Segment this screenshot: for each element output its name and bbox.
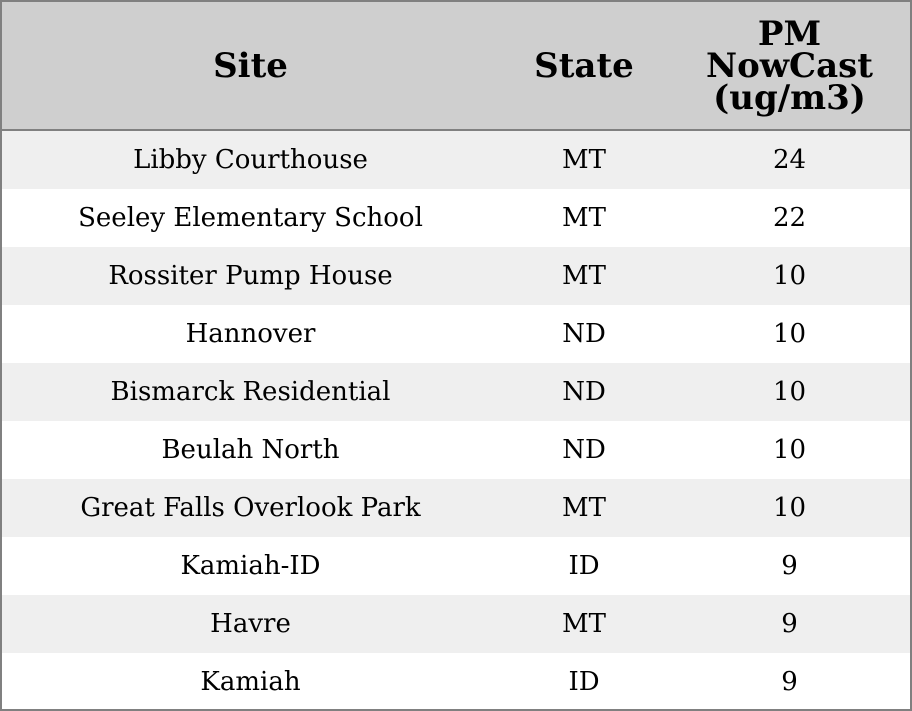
table-row — [2, 247, 910, 305]
state-cell: MT — [562, 145, 606, 175]
table-row — [2, 131, 910, 189]
pm-cell: 9 — [781, 551, 798, 581]
pm-cell: 22 — [772, 203, 807, 233]
table-row — [2, 363, 910, 421]
site-cell: Great Falls Overlook Park — [80, 493, 421, 523]
state-cell: MT — [562, 609, 606, 639]
site-cell: Havre — [210, 609, 291, 639]
state-cell: MT — [562, 493, 606, 523]
table-row — [2, 421, 910, 479]
header-site: Site — [213, 45, 288, 86]
state-cell: MT — [562, 261, 606, 291]
site-cell: Rossiter Pump House — [108, 261, 393, 291]
pm-cell: 9 — [781, 609, 798, 639]
pm-cell: 24 — [772, 145, 807, 175]
site-cell: Bismarck Residential — [110, 377, 391, 407]
state-cell: MT — [562, 203, 606, 233]
table-row — [2, 305, 910, 363]
site-cell: Beulah North — [161, 435, 340, 465]
pm-cell: 10 — [772, 493, 807, 523]
pm-cell: 10 — [772, 261, 807, 291]
table-row — [2, 537, 910, 595]
table-row — [2, 479, 910, 537]
header-pm-nowcast: PM NowCast (ug/m3) — [706, 13, 873, 118]
site-cell: Libby Courthouse — [133, 145, 368, 175]
site-cell: Kamiah — [200, 667, 301, 697]
site-cell: Kamiah-ID — [180, 551, 321, 581]
pm-cell: 9 — [781, 667, 798, 697]
state-cell: ND — [562, 319, 606, 349]
site-cell: Hannover — [185, 319, 316, 349]
table-row — [2, 595, 910, 653]
pm-cell: 10 — [772, 377, 807, 407]
site-cell: Seeley Elementary School — [78, 203, 423, 233]
header-state: State — [534, 45, 634, 86]
state-cell: ID — [568, 551, 600, 581]
state-cell: ID — [568, 667, 600, 697]
pm-cell: 10 — [772, 319, 807, 349]
pm-cell: 10 — [772, 435, 807, 465]
table-row — [2, 653, 910, 711]
table-header — [2, 2, 910, 131]
table-row — [2, 189, 910, 247]
state-cell: ND — [562, 377, 606, 407]
state-cell: ND — [562, 435, 606, 465]
